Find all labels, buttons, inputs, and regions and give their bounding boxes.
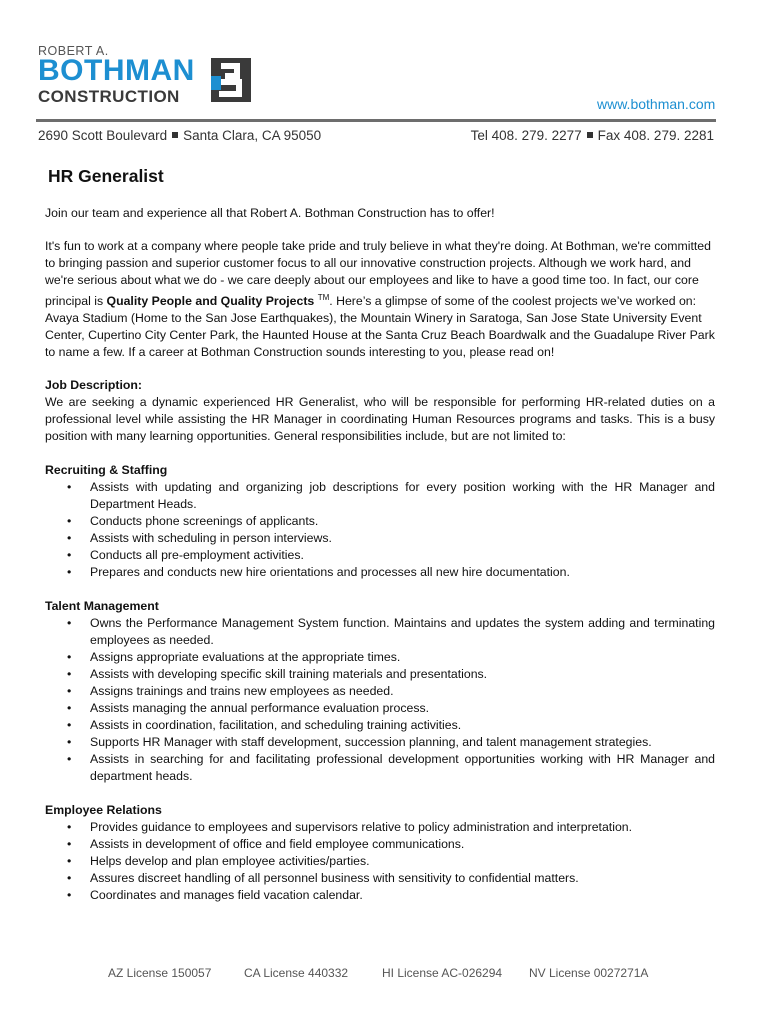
list-item: • Conducts phone screenings of applicants.	[90, 513, 715, 530]
list-item: • Assists managing the annual performance evaluation process.	[90, 700, 715, 717]
section-title-employee-relations: Employee Relations	[45, 803, 162, 818]
list-item: • Assigns appropriate evaluations at the appropriate times.	[90, 649, 715, 666]
list-item: • Helps develop and plan employee activities/parties.	[90, 853, 715, 870]
logo-main-text: BOTHMAN	[38, 54, 195, 87]
core-principle: Quality People and Quality Projects	[106, 294, 315, 309]
description-part2: . Here’s a glimpse of some of the coolest projects we’ve worked on: Avaya Stadium (Home to the San Jose Earthquakes), the Mountain Winery in Saratoga, San Jose State University Event Center, Cupertino City Center Park, the Haunted House at the Santa Cruz Beach Boardwalk and the Guadalupe River Park to name a few. If a career at Bothman Construction sounds interesting to you, please read on!	[45, 294, 715, 360]
ca-license: CA License 440332	[244, 966, 349, 980]
street-address: 2690 Scott Boulevard	[38, 128, 168, 143]
intro-text: Join our team and experience all that Robert A. Bothman Construction has to offer!	[45, 206, 495, 220]
section-title-recruiting: Recruiting & Staffing	[45, 463, 168, 478]
list-item: • Assists with developing specific skill training materials and presentations.	[90, 666, 715, 683]
fax: Fax 408. 279. 2281	[597, 128, 714, 143]
telephone: Tel 408. 279. 2277	[470, 128, 582, 143]
list-item: • Provides guidance to employees and supervisors relative to policy administration and interpretation.	[90, 819, 715, 836]
list-item: • Coordinates and manages field vacation calendar.	[90, 887, 715, 904]
address	[38, 128, 321, 143]
logo-pre-text: ROBERT A.	[38, 44, 109, 58]
logo-b-mark-icon	[211, 58, 251, 102]
nv-license: NV License 0027271A	[529, 966, 649, 980]
employee-relations-list	[45, 819, 715, 904]
list-item: • Owns the Performance Management System function. Maintains and updates the system adding and terminating employees as needed.	[90, 615, 715, 649]
az-license: AZ License 150057	[108, 966, 212, 980]
list-item: • Supports HR Manager with staff development, succession planning, and talent management strategies.	[90, 734, 715, 751]
company-logo	[38, 44, 268, 106]
logo-sub-text: CONSTRUCTION	[38, 87, 180, 106]
page-title: HR Generalist	[48, 166, 164, 186]
recruiting-list	[45, 479, 715, 581]
square-separator-icon	[587, 132, 593, 138]
job-description-title: Job Description:	[45, 378, 143, 393]
city-address: Santa Clara, CA 95050	[183, 128, 322, 143]
description-part1: It's fun to work at a company where people take pride and truly believe in what they're doing. At Bothman, we're committed to bringing passion and superior customer focus to all our innovative construction projects. Although we work hard, and we're serious about what we do - we care deeply about our employees and like to have a good time too. In fact, our core principal is	[45, 239, 711, 309]
list-item: • Assists in searching for and facilitating professional development opportunities working with HR Manager and department heads.	[90, 751, 715, 785]
job-description	[45, 377, 715, 445]
company-description	[45, 238, 715, 361]
list-item: • Assists in development of office and field employee communications.	[90, 836, 715, 853]
list-item: • Assists with updating and organizing job descriptions for every position working with the HR Manager and Department Heads.	[90, 479, 715, 513]
trademark: TM	[317, 293, 330, 302]
document-body	[45, 165, 715, 904]
contact-numbers	[471, 128, 714, 143]
header-divider	[36, 119, 716, 122]
list-item: • Assigns trainings and trains new employees as needed.	[90, 683, 715, 700]
list-item: • Conducts all pre-employment activities.	[90, 547, 715, 564]
section-title-talent: Talent Management	[45, 599, 159, 614]
job-description-text: We are seeking a dynamic experienced HR Generalist, who will be responsible for performing HR-related duties on a professional level while assisting the HR Manager in coordinating Human Resources programs and tasks. This is a busy position with many learning opportunities. General responsibilities include, but are not limited to:	[45, 395, 715, 444]
list-item: • Prepares and conducts new hire orientations and processes all new hire documentation.	[90, 564, 715, 581]
list-item: • Assists with scheduling in person interviews.	[90, 530, 715, 547]
talent-list	[45, 615, 715, 785]
website-link[interactable]: www.bothman.com	[597, 96, 716, 112]
list-item: • Assures discreet handling of all personnel business with sensitivity to confidential matters.	[90, 870, 715, 887]
hi-license: HI License AC-026294	[382, 966, 503, 980]
list-item: • Assists in coordination, facilitation, and scheduling training activities.	[90, 717, 715, 734]
square-separator-icon	[172, 132, 178, 138]
